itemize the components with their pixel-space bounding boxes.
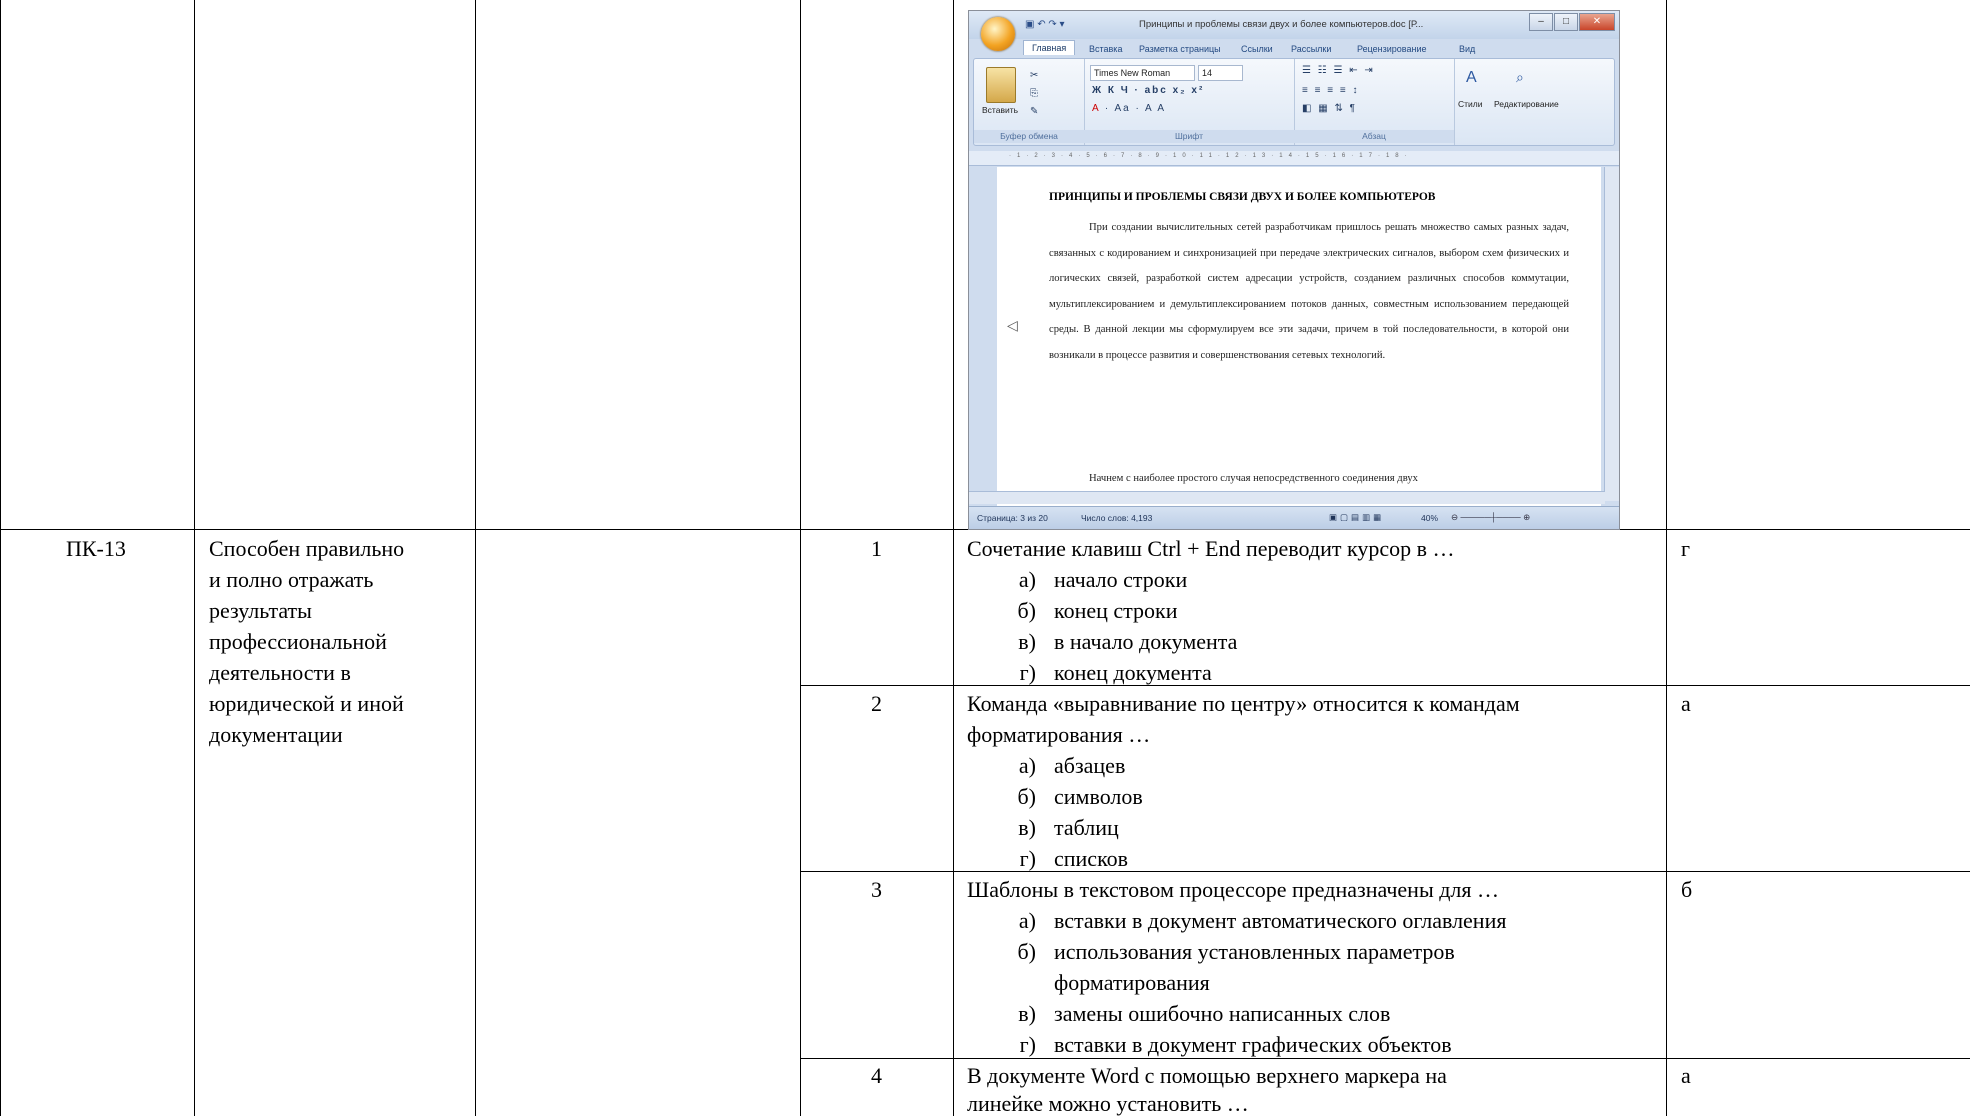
answer-option: г) конец документа [1019, 660, 1212, 685]
ribbon-tab: Рассылки [1291, 44, 1332, 54]
question-text: Команда «выравнивание по центру» относится к командам [967, 691, 1520, 716]
correct-answer: а [1681, 691, 1691, 716]
document-paragraph: При создании вычислительных сетей разработчикам пришлось решать множество самых разных задач, связанных с кодированием и синхронизацией при передаче электрических сигналов, выбором схем физических и логических связей, разработкой систем адресации устройств, созданием различных способов коммутации, мультиплексированием и демультиплексированием потоков данных, совместным использованием передающей среды. В данной лекции мы сформулируем все эти задачи, причем в той последовательности, в которой они возникали в процессе развития и совершенствования сетевых технологий. [1049, 222, 1569, 361]
cut-copy-format-icons: ✂ ⎘ ✎ [1030, 70, 1041, 117]
list-icons: ☰ ☷ ☰ ⇤ ⇥ [1302, 65, 1375, 76]
styles-label: Стили [1458, 99, 1483, 109]
document-page [997, 167, 1601, 507]
status-words: Число слов: 4,193 [1081, 513, 1153, 523]
styles-editing-group [1454, 59, 1614, 145]
table-border-col5 [1666, 0, 1667, 1116]
ribbon-tab: Вставка [1089, 44, 1123, 54]
competency-code: ПК-13 [66, 536, 126, 561]
paragraph-group-caption: Абзац [1294, 130, 1454, 143]
view-buttons-icon: ▣▢▤▥▦ [1329, 512, 1385, 522]
answer-option-continuation: форматирования [1054, 970, 1210, 995]
competency-line: документации [209, 722, 343, 747]
status-page: Страница: 3 из 20 [977, 513, 1048, 523]
table-border-col2 [475, 0, 476, 1116]
question-text: форматирования … [967, 722, 1151, 747]
bold-italic-underline-icons: Ж К Ч · abc x₂ x² [1092, 85, 1205, 96]
close-icon: ✕ [1579, 13, 1615, 31]
cursor-pointer-icon: ◁ [1007, 317, 1018, 333]
editing-label: Редактирование [1494, 99, 1559, 109]
vertical-scrollbar [1604, 167, 1619, 501]
quick-access-toolbar-icon: ▣ ↶ ↷ ▾ [1025, 19, 1065, 30]
align-icons: ≡ ≡ ≡ ≡ ↕ [1302, 85, 1360, 96]
horizontal-scrollbar [969, 491, 1605, 504]
clipboard-group-caption: Буфер обмена [974, 130, 1084, 143]
ribbon-tabs [1019, 40, 1619, 58]
answer-option: в) в начало документа [1018, 629, 1238, 654]
row-border-2 [800, 685, 1970, 686]
answer-option: б) символов [1017, 784, 1143, 809]
paste-label: Вставить [982, 105, 1019, 115]
row-border-3 [800, 871, 1970, 872]
word-window-title: Принципы и проблемы связи двух и более компьютеров.doc [Р... [1139, 19, 1424, 30]
question-text: линейке можно установить … [967, 1091, 1249, 1116]
find-icon: ⌕ [1516, 69, 1524, 85]
answer-option: в) замены ошибочно написанных слов [1018, 1001, 1391, 1026]
correct-answer: б [1681, 877, 1693, 902]
status-bar [969, 506, 1619, 529]
table-border-left [0, 0, 1, 1116]
word-window-screenshot [968, 10, 1620, 530]
font-group-caption: Шрифт [1084, 130, 1294, 143]
question-text: В документе Word с помощью верхнего маркера на [967, 1063, 1447, 1088]
competency-line: и полно отражать [209, 567, 374, 592]
table-border-col1 [194, 0, 195, 1116]
ribbon-tab: Разметка страницы [1139, 44, 1221, 54]
ribbon-tab: Главная [1023, 40, 1075, 55]
document-paragraph-2: Начнем с наиболее простого случая непосредственного соединения двух [1089, 473, 1418, 484]
paste-icon [986, 67, 1016, 103]
question-text: Шаблоны в текстовом процессоре предназначены для … [967, 877, 1500, 902]
question-text: Сочетание клавиш Ctrl + End переводит курсор в … [967, 536, 1455, 561]
word-title-bar [969, 11, 1619, 39]
maximize-icon: □ [1554, 13, 1578, 31]
ribbon [973, 58, 1615, 146]
office-button-icon [981, 17, 1015, 51]
clipboard-group [974, 59, 1085, 145]
answer-option: б) конец строки [1017, 598, 1178, 623]
zoom-slider-icon: ⊖ ─────┼──── ⊕ [1451, 512, 1531, 522]
shading-border-icons: ◧ ▦ ⇅ ¶ [1302, 103, 1357, 114]
answer-option: а) вставки в документ автоматического оглавления [1018, 908, 1507, 933]
ruler: ·1·2·3·4·5·6·7·8·9·10·11·12·13·14·15·16·17·18· [969, 151, 1619, 166]
ribbon-tab: Рецензирование [1357, 44, 1427, 54]
question-number: 3 [871, 877, 882, 902]
question-number: 1 [871, 536, 882, 561]
answer-option: а) абзацев [1018, 753, 1126, 778]
answer-option: г) вставки в документ графических объектов [1019, 1032, 1452, 1057]
answer-option: г) списков [1019, 846, 1129, 871]
competency-line: деятельности в [209, 660, 351, 685]
competency-line: результаты [209, 598, 312, 623]
minimize-icon: – [1529, 13, 1553, 31]
ribbon-tab: Вид [1459, 44, 1476, 54]
competency-line: профессиональной [209, 629, 387, 654]
font-size-box: 14 [1198, 65, 1243, 81]
document-heading: ПРИНЦИПЫ И ПРОБЛЕМЫ СВЯЗИ ДВУХ И БОЛЕЕ КОМПЬЮТЕРОВ [1049, 191, 1436, 203]
competency-line: юридической и иной [209, 691, 404, 716]
competency-line: Способен правильно [209, 536, 405, 561]
paragraph-group [1294, 59, 1455, 145]
highlight-fontcolor-icons: A · Aa · A A [1092, 103, 1167, 114]
table-border-col3 [800, 0, 801, 1116]
question-number: 4 [871, 1063, 882, 1088]
styles-icon: A [1466, 69, 1477, 86]
correct-answer: г [1681, 536, 1691, 561]
ribbon-tab: Ссылки [1241, 44, 1273, 54]
answer-option: в) таблиц [1018, 815, 1119, 840]
font-group [1084, 59, 1295, 145]
zoom-level: 40% [1421, 513, 1439, 523]
correct-answer: а [1681, 1063, 1691, 1088]
font-name-box: Times New Roman [1090, 65, 1195, 81]
answer-option: а) начало строки [1018, 567, 1188, 592]
question-number: 2 [871, 691, 882, 716]
answer-option: б) использования установленных параметров [1017, 939, 1455, 964]
table-border-col4 [953, 0, 954, 1116]
